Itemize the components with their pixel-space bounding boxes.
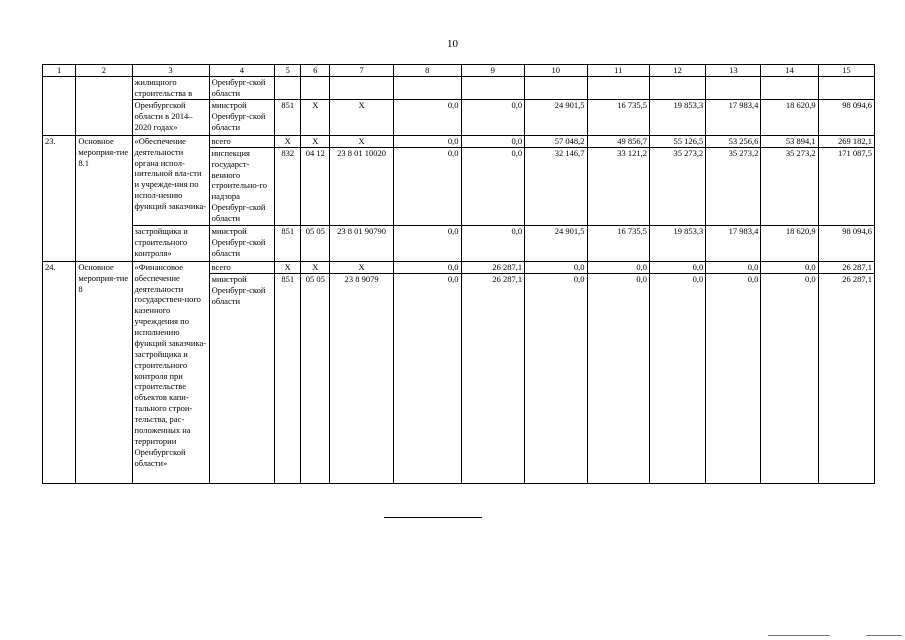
value-cell: 0,0	[761, 273, 818, 483]
grbs-cell: Х	[275, 135, 301, 147]
value-cell: 24 901,5	[525, 225, 587, 261]
value-cell: 26 287,1	[461, 261, 525, 273]
table-row	[43, 225, 875, 261]
value-cell: 19 853,3	[650, 99, 706, 135]
header-cell: 2	[76, 65, 132, 77]
executor-cell: минстрой Оренбург-ской области	[209, 99, 275, 135]
value-cell: 53 894,1	[761, 135, 818, 147]
total-cell: 269 182,1	[818, 135, 874, 147]
measure-name-cell: «Финансовое обеспечение деятельности государствен-ного казенного учреждения по исполнению функций заказчика-застройщика и строительного контроля при строительстве объектов капи-тального строи-тельства, рас-положенных на территории Оренбургской области»	[132, 261, 209, 483]
value-cell: 18 620,9	[761, 225, 818, 261]
page-number: 10	[447, 38, 458, 50]
value-cell: 16 735,5	[587, 225, 649, 261]
executor-cell: минстрой Оренбург-ской области	[209, 225, 275, 261]
value-cell: 0,0	[587, 273, 649, 483]
value-cell: 0,0	[461, 135, 525, 147]
value-cell: 17 983,4	[706, 225, 761, 261]
value-cell: 0,0	[393, 99, 461, 135]
total-cell: 171 087,5	[818, 147, 874, 225]
header-cell: 7	[330, 65, 394, 77]
executor-cell: инспекция государст-венного строительно-го надзора Оренбург-ской области	[209, 147, 275, 225]
value-cell: 0,0	[525, 273, 587, 483]
executor-cell: всего	[209, 261, 275, 273]
value-cell: 0,0	[650, 273, 706, 483]
value-cell: 19 853,3	[650, 225, 706, 261]
executor-cell: всего	[209, 135, 275, 147]
section-cell: 05 05	[301, 273, 330, 483]
header-cell: 10	[525, 65, 587, 77]
value-cell: 32 146,7	[525, 147, 587, 225]
value-cell: 0,0	[393, 261, 461, 273]
header-cell: 4	[209, 65, 275, 77]
grbs-cell: 851	[275, 273, 301, 483]
row-number-cell: 24.	[43, 261, 76, 483]
value-cell: 0,0	[761, 261, 818, 273]
value-cell: 53 256,6	[706, 135, 761, 147]
value-cell: 0,0	[461, 147, 525, 225]
value-cell: 0,0	[706, 273, 761, 483]
header-cell: 12	[650, 65, 706, 77]
measure-name-cell: «Обеспечение деятельности органа испол-нительной вла-сти и учрежде-ния по испол-нению функций заказчика-	[132, 135, 209, 225]
budget-table	[42, 64, 875, 484]
table-cell	[76, 77, 132, 136]
table-row	[43, 99, 875, 135]
table-row	[43, 77, 875, 100]
table-cell	[43, 77, 76, 136]
measure-name-cell: жилищного строительства в	[132, 77, 209, 100]
scan-edge-line	[866, 635, 902, 636]
grbs-cell: 832	[275, 147, 301, 225]
total-cell: 98 094,6	[818, 225, 874, 261]
value-cell: 57 048,2	[525, 135, 587, 147]
value-cell: 0,0	[706, 261, 761, 273]
target-article-cell: Х	[330, 261, 394, 273]
header-cell: 13	[706, 65, 761, 77]
grbs-cell: 851	[275, 99, 301, 135]
executor-cell: Оренбург-ской области	[209, 77, 275, 100]
footnote-separator	[384, 517, 482, 518]
value-cell: 18 620,9	[761, 99, 818, 135]
target-article-cell: 23 8 9079	[330, 273, 394, 483]
header-cell: 6	[301, 65, 330, 77]
scan-edge-line	[768, 635, 830, 636]
section-cell: Х	[301, 135, 330, 147]
value-cell: 16 735,5	[587, 99, 649, 135]
value-cell: 0,0	[393, 225, 461, 261]
value-cell: 33 121,2	[587, 147, 649, 225]
value-cell: 0,0	[393, 147, 461, 225]
header-cell: 9	[461, 65, 525, 77]
header-cell: 1	[43, 65, 76, 77]
value-cell: 35 273,2	[761, 147, 818, 225]
header-cell: 5	[275, 65, 301, 77]
value-cell: 26 287,1	[461, 273, 525, 483]
value-cell: 0,0	[525, 261, 587, 273]
value-cell: 0,0	[461, 99, 525, 135]
header-cell: 3	[132, 65, 209, 77]
value-cell: 17 983,4	[706, 99, 761, 135]
value-cell: 0,0	[461, 225, 525, 261]
target-article-cell: Х	[330, 99, 394, 135]
section-cell: 04 12	[301, 147, 330, 225]
value-cell: 0,0	[587, 261, 649, 273]
target-article-cell: 23 8 01 10020	[330, 147, 394, 225]
value-cell: 35 273,2	[706, 147, 761, 225]
section-cell: Х	[301, 261, 330, 273]
value-cell: 0,0	[393, 135, 461, 147]
grbs-cell: Х	[275, 261, 301, 273]
value-cell: 0,0	[650, 261, 706, 273]
executor-cell: минстрой Оренбург-ской области	[209, 273, 275, 483]
measure-name-cell: застройщика и строительного контроля»	[132, 225, 209, 261]
value-cell: 35 273,2	[650, 147, 706, 225]
measure-type-cell: Основное мероприя-тие 8.1	[76, 135, 132, 261]
header-row	[43, 65, 875, 77]
header-cell: 14	[761, 65, 818, 77]
total-cell: 26 287,1	[818, 261, 874, 273]
grbs-cell: 851	[275, 225, 301, 261]
value-cell: 24 901,5	[525, 99, 587, 135]
measure-type-cell: Основное мероприя-тие 8	[76, 261, 132, 483]
section-cell: 05 05	[301, 225, 330, 261]
total-cell: 98 094,6	[818, 99, 874, 135]
measure-name-cell: Оренбургской области в 2014–2020 годах»	[132, 99, 209, 135]
target-article-cell: Х	[330, 135, 394, 147]
value-cell: 55 126,5	[650, 135, 706, 147]
target-article-cell: 23 8 01 90790	[330, 225, 394, 261]
section-cell: Х	[301, 99, 330, 135]
total-cell: 26 287,1	[818, 273, 874, 483]
value-cell: 0,0	[393, 273, 461, 483]
value-cell: 49 856,7	[587, 135, 649, 147]
header-cell: 15	[818, 65, 874, 77]
table-row	[43, 135, 875, 147]
row-number-cell: 23.	[43, 135, 76, 261]
table-row	[43, 261, 875, 273]
header-cell: 8	[393, 65, 461, 77]
header-cell: 11	[587, 65, 649, 77]
